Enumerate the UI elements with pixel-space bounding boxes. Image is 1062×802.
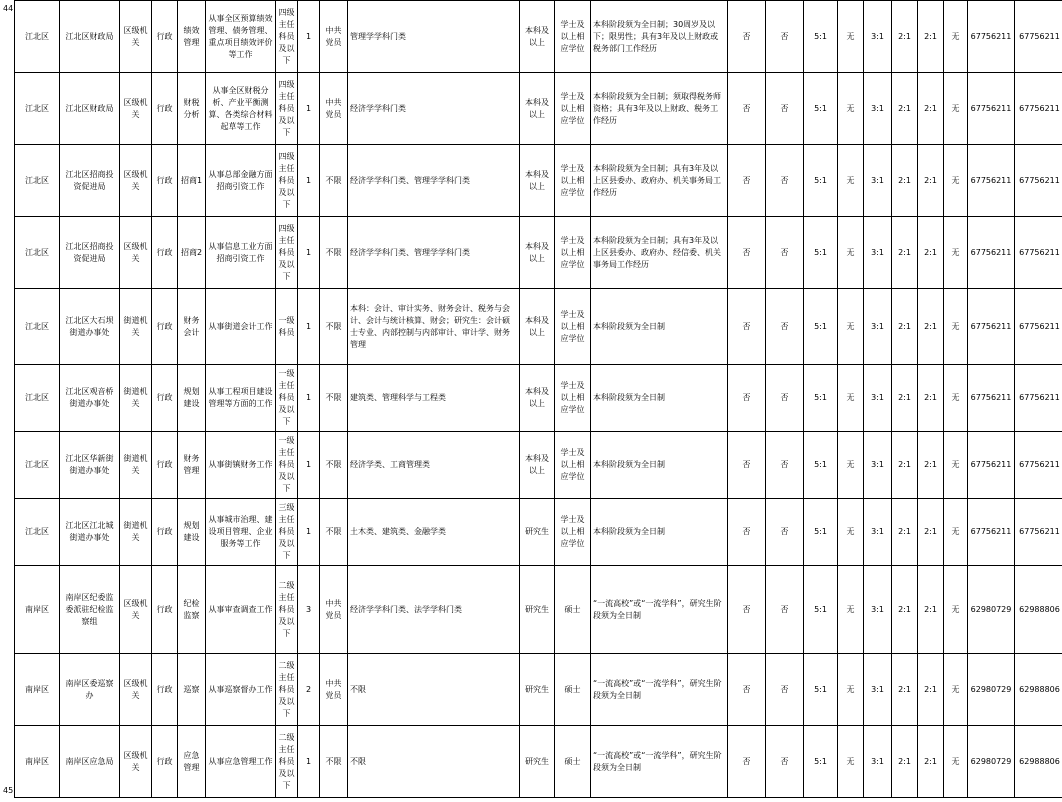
flag-cell: 否 — [766, 365, 804, 432]
category-cell: 行政 — [152, 1, 178, 73]
ratio-cell: 2:1 — [892, 145, 918, 217]
position-cell: 应急管理 — [178, 726, 206, 798]
politics-cell: 不限 — [320, 289, 348, 365]
position-cell: 规划建设 — [178, 499, 206, 566]
flag-cell: 无 — [944, 654, 968, 726]
unit-cell: 江北区江北城街道办事处 — [60, 499, 120, 566]
phone-cell: 62980729 — [968, 654, 1015, 726]
phone-cell: 67756211 — [1015, 432, 1062, 499]
table-row — [15, 73, 1062, 145]
category-cell: 行政 — [152, 289, 178, 365]
ratio-cell: 2:1 — [918, 73, 944, 145]
nature-cell: 街道机关 — [120, 289, 152, 365]
district-cell: 江北区 — [15, 289, 60, 365]
ratio-cell: 3:1 — [864, 499, 892, 566]
phone-cell: 67756211 — [968, 289, 1015, 365]
duties-cell: 从事全区预算绩效管理、债务管理、重点项目绩效评价等工作 — [206, 1, 276, 73]
flag-cell: 否 — [728, 217, 766, 289]
flag-cell: 无 — [838, 726, 864, 798]
duties-cell: 从事审查调查工作 — [206, 566, 276, 654]
requirements-cell: “一流高校”或“一流学科”，研究生阶段须为全日制 — [591, 566, 728, 654]
position-cell: 绩效管理 — [178, 1, 206, 73]
degree-cell: 学士及以上相应学位 — [555, 289, 591, 365]
ratio-cell: 3:1 — [864, 726, 892, 798]
duties-cell: 从事巡察督办工作 — [206, 654, 276, 726]
ratio-cell: 2:1 — [892, 726, 918, 798]
table-row — [15, 145, 1062, 217]
category-cell: 行政 — [152, 654, 178, 726]
district-cell: 江北区 — [15, 365, 60, 432]
education-cell: 本科及以上 — [520, 365, 555, 432]
table-row — [15, 432, 1062, 499]
level-cell: 二级主任科员及以下 — [276, 566, 298, 654]
education-cell: 本科及以上 — [520, 73, 555, 145]
flag-cell: 无 — [944, 289, 968, 365]
major-cell: 经济学学科门类、管理学学科门类 — [348, 145, 520, 217]
nature-cell: 街道机关 — [120, 499, 152, 566]
ratio-cell: 2:1 — [892, 499, 918, 566]
politics-cell: 中共党员 — [320, 73, 348, 145]
ratio-cell: 5:1 — [804, 217, 838, 289]
degree-cell: 学士及以上相应学位 — [555, 217, 591, 289]
flag-cell: 无 — [944, 726, 968, 798]
flag-cell: 无 — [838, 566, 864, 654]
unit-cell: 江北区观音桥街道办事处 — [60, 365, 120, 432]
flag-cell: 无 — [838, 654, 864, 726]
flag-cell: 否 — [766, 1, 804, 73]
flag-cell: 无 — [944, 217, 968, 289]
nature-cell: 区级机关 — [120, 654, 152, 726]
level-cell: 三级主任科员及以下 — [276, 499, 298, 566]
flag-cell: 无 — [838, 1, 864, 73]
ratio-cell: 3:1 — [864, 289, 892, 365]
major-cell: 管理学学科门类 — [348, 1, 520, 73]
degree-cell: 学士及以上相应学位 — [555, 365, 591, 432]
position-cell: 财务会计 — [178, 289, 206, 365]
flag-cell: 否 — [728, 566, 766, 654]
ratio-cell: 2:1 — [892, 1, 918, 73]
flag-cell: 无 — [838, 365, 864, 432]
level-cell: 二级主任科员及以下 — [276, 654, 298, 726]
unit-cell: 江北区大石坝街道办事处 — [60, 289, 120, 365]
requirements-cell: “一流高校”或“一流学科”，研究生阶段须为全日制 — [591, 726, 728, 798]
degree-cell: 学士及以上相应学位 — [555, 145, 591, 217]
duties-cell: 从事街道会计工作 — [206, 289, 276, 365]
flag-cell: 否 — [766, 726, 804, 798]
table-row — [15, 217, 1062, 289]
ratio-cell: 5:1 — [804, 1, 838, 73]
phone-cell: 67756211 — [1015, 73, 1062, 145]
requirements-cell: 本科阶段须为全日制 — [591, 289, 728, 365]
level-cell: 二级主任科员及以下 — [276, 726, 298, 798]
count-cell: 1 — [298, 145, 320, 217]
phone-cell: 67756211 — [968, 365, 1015, 432]
flag-cell: 否 — [766, 73, 804, 145]
district-cell: 南岸区 — [15, 654, 60, 726]
phone-cell: 67756211 — [1015, 499, 1062, 566]
category-cell: 行政 — [152, 145, 178, 217]
recruitment-table — [14, 0, 1062, 798]
ratio-cell: 2:1 — [892, 73, 918, 145]
flag-cell: 无 — [944, 432, 968, 499]
nature-cell: 区级机关 — [120, 145, 152, 217]
major-cell: 经济学类、工商管理类 — [348, 432, 520, 499]
position-cell: 规划建设 — [178, 365, 206, 432]
ratio-cell: 2:1 — [918, 1, 944, 73]
table-row — [15, 289, 1062, 365]
politics-cell: 中共党员 — [320, 566, 348, 654]
ratio-cell: 3:1 — [864, 365, 892, 432]
phone-cell: 67756211 — [1015, 217, 1062, 289]
category-cell: 行政 — [152, 432, 178, 499]
page-number-bottom: 45 — [3, 786, 14, 795]
flag-cell: 否 — [728, 145, 766, 217]
flag-cell: 否 — [728, 654, 766, 726]
district-cell: 江北区 — [15, 145, 60, 217]
position-cell: 招商2 — [178, 217, 206, 289]
table-row — [15, 726, 1062, 798]
table-row — [15, 566, 1062, 654]
ratio-cell: 5:1 — [804, 289, 838, 365]
page-number-top: 44 — [3, 4, 14, 13]
count-cell: 1 — [298, 289, 320, 365]
phone-cell: 67756211 — [968, 1, 1015, 73]
phone-cell: 67756211 — [968, 145, 1015, 217]
ratio-cell: 3:1 — [864, 73, 892, 145]
count-cell: 1 — [298, 365, 320, 432]
category-cell: 行政 — [152, 499, 178, 566]
nature-cell: 区级机关 — [120, 566, 152, 654]
major-cell: 经济学学科门类 — [348, 73, 520, 145]
major-cell: 不限 — [348, 726, 520, 798]
education-cell: 本科及以上 — [520, 432, 555, 499]
degree-cell: 硕士 — [555, 726, 591, 798]
degree-cell: 学士及以上相应学位 — [555, 499, 591, 566]
flag-cell: 否 — [766, 499, 804, 566]
phone-cell: 67756211 — [968, 73, 1015, 145]
requirements-cell: 本科阶段须为全日制；30周岁及以下；限男性；具有3年及以上财政或税务部门工作经历 — [591, 1, 728, 73]
politics-cell: 不限 — [320, 145, 348, 217]
duties-cell: 从事全区财税分析、产业平衡测算、各类综合材料起草等工作 — [206, 73, 276, 145]
category-cell: 行政 — [152, 566, 178, 654]
flag-cell: 无 — [944, 499, 968, 566]
count-cell: 1 — [298, 499, 320, 566]
flag-cell: 否 — [728, 726, 766, 798]
flag-cell: 否 — [728, 1, 766, 73]
flag-cell: 否 — [728, 365, 766, 432]
politics-cell: 不限 — [320, 217, 348, 289]
major-cell: 本科：会计、审计实务、财务会计、税务与会计、会计与统计核算、财会；研究生：会计硕士专业、内部控制与内部审计、审计学、财务管理 — [348, 289, 520, 365]
unit-cell: 南岸区委巡察办 — [60, 654, 120, 726]
phone-cell: 67756211 — [968, 217, 1015, 289]
ratio-cell: 5:1 — [804, 566, 838, 654]
ratio-cell: 5:1 — [804, 73, 838, 145]
level-cell: 一级科员 — [276, 289, 298, 365]
major-cell: 土木类、建筑类、金融学类 — [348, 499, 520, 566]
nature-cell: 区级机关 — [120, 1, 152, 73]
position-cell: 纪检监察 — [178, 566, 206, 654]
ratio-cell: 5:1 — [804, 654, 838, 726]
district-cell: 江北区 — [15, 73, 60, 145]
unit-cell: 江北区招商投资促进局 — [60, 145, 120, 217]
table-row — [15, 654, 1062, 726]
education-cell: 本科及以上 — [520, 217, 555, 289]
education-cell: 本科及以上 — [520, 289, 555, 365]
nature-cell: 区级机关 — [120, 726, 152, 798]
table-row — [15, 1, 1062, 73]
phone-cell: 67756211 — [1015, 289, 1062, 365]
requirements-cell: “一流高校”或“一流学科”，研究生阶段须为全日制 — [591, 654, 728, 726]
flag-cell: 否 — [766, 289, 804, 365]
flag-cell: 无 — [944, 566, 968, 654]
ratio-cell: 2:1 — [918, 217, 944, 289]
count-cell: 2 — [298, 654, 320, 726]
ratio-cell: 3:1 — [864, 217, 892, 289]
duties-cell: 从事总部金融方面招商引资工作 — [206, 145, 276, 217]
count-cell: 1 — [298, 217, 320, 289]
degree-cell: 学士及以上相应学位 — [555, 73, 591, 145]
level-cell: 一级主任科员及以下 — [276, 432, 298, 499]
degree-cell: 硕士 — [555, 654, 591, 726]
phone-cell: 62980729 — [968, 566, 1015, 654]
ratio-cell: 2:1 — [892, 289, 918, 365]
requirements-cell: 本科阶段须为全日制 — [591, 365, 728, 432]
education-cell: 本科及以上 — [520, 1, 555, 73]
phone-cell: 62988806 — [1015, 726, 1062, 798]
table-row — [15, 499, 1062, 566]
flag-cell: 无 — [944, 1, 968, 73]
degree-cell: 硕士 — [555, 566, 591, 654]
level-cell: 四级主任科员及以下 — [276, 73, 298, 145]
district-cell: 南岸区 — [15, 566, 60, 654]
unit-cell: 南岸区应急局 — [60, 726, 120, 798]
education-cell: 研究生 — [520, 499, 555, 566]
flag-cell: 无 — [838, 73, 864, 145]
duties-cell: 从事城市治理、建设项目管理、企业服务等工作 — [206, 499, 276, 566]
ratio-cell: 3:1 — [864, 145, 892, 217]
ratio-cell: 5:1 — [804, 145, 838, 217]
flag-cell: 无 — [838, 145, 864, 217]
degree-cell: 学士及以上相应学位 — [555, 432, 591, 499]
education-cell: 本科及以上 — [520, 145, 555, 217]
level-cell: 四级主任科员及以下 — [276, 145, 298, 217]
district-cell: 江北区 — [15, 499, 60, 566]
category-cell: 行政 — [152, 217, 178, 289]
education-cell: 研究生 — [520, 726, 555, 798]
ratio-cell: 5:1 — [804, 726, 838, 798]
ratio-cell: 2:1 — [892, 432, 918, 499]
position-cell: 财税分析 — [178, 73, 206, 145]
count-cell: 1 — [298, 726, 320, 798]
flag-cell: 否 — [766, 145, 804, 217]
requirements-cell: 本科阶段须为全日制；具有3年及以上区县委办、政府办、经信委、机关事务局工作经历 — [591, 217, 728, 289]
ratio-cell: 2:1 — [892, 217, 918, 289]
flag-cell: 无 — [838, 217, 864, 289]
major-cell: 经济学学科门类、法学学科门类 — [348, 566, 520, 654]
education-cell: 研究生 — [520, 566, 555, 654]
education-cell: 研究生 — [520, 654, 555, 726]
nature-cell: 街道机关 — [120, 365, 152, 432]
flag-cell: 无 — [838, 432, 864, 499]
ratio-cell: 2:1 — [918, 726, 944, 798]
ratio-cell: 2:1 — [892, 365, 918, 432]
duties-cell: 从事街镇财务工作 — [206, 432, 276, 499]
major-cell: 建筑类、管理科学与工程类 — [348, 365, 520, 432]
flag-cell: 否 — [766, 566, 804, 654]
ratio-cell: 2:1 — [918, 432, 944, 499]
flag-cell: 无 — [944, 73, 968, 145]
politics-cell: 不限 — [320, 499, 348, 566]
phone-cell: 62988806 — [1015, 566, 1062, 654]
phone-cell: 62988806 — [1015, 654, 1062, 726]
flag-cell: 否 — [728, 432, 766, 499]
flag-cell: 无 — [944, 365, 968, 432]
requirements-cell: 本科阶段须为全日制；须取得税务师资格；具有3年及以上财政、税务工作经历 — [591, 73, 728, 145]
category-cell: 行政 — [152, 726, 178, 798]
flag-cell: 无 — [944, 145, 968, 217]
unit-cell: 江北区财政局 — [60, 1, 120, 73]
district-cell: 江北区 — [15, 432, 60, 499]
ratio-cell: 3:1 — [864, 566, 892, 654]
level-cell: 一级主任科员及以下 — [276, 365, 298, 432]
unit-cell: 江北区华新街街道办事处 — [60, 432, 120, 499]
degree-cell: 学士及以上相应学位 — [555, 1, 591, 73]
level-cell: 四级主任科员及以下 — [276, 1, 298, 73]
politics-cell: 中共党员 — [320, 654, 348, 726]
count-cell: 1 — [298, 432, 320, 499]
nature-cell: 区级机关 — [120, 217, 152, 289]
politics-cell: 不限 — [320, 432, 348, 499]
unit-cell: 南岸区纪委监委派驻纪检监察组 — [60, 566, 120, 654]
duties-cell: 从事应急管理工作 — [206, 726, 276, 798]
phone-cell: 67756211 — [1015, 1, 1062, 73]
category-cell: 行政 — [152, 73, 178, 145]
major-cell: 经济学学科门类、管理学学科门类 — [348, 217, 520, 289]
requirements-cell: 本科阶段须为全日制 — [591, 499, 728, 566]
count-cell: 3 — [298, 566, 320, 654]
nature-cell: 街道机关 — [120, 432, 152, 499]
flag-cell: 无 — [838, 499, 864, 566]
district-cell: 江北区 — [15, 1, 60, 73]
politics-cell: 不限 — [320, 726, 348, 798]
unit-cell: 江北区财政局 — [60, 73, 120, 145]
duties-cell: 从事工程项目建设管理等方面的工作 — [206, 365, 276, 432]
ratio-cell: 2:1 — [892, 654, 918, 726]
ratio-cell: 5:1 — [804, 499, 838, 566]
duties-cell: 从事信息工业方面招商引资工作 — [206, 217, 276, 289]
flag-cell: 否 — [728, 289, 766, 365]
ratio-cell: 3:1 — [864, 1, 892, 73]
phone-cell: 62980729 — [968, 726, 1015, 798]
count-cell: 1 — [298, 73, 320, 145]
phone-cell: 67756211 — [968, 432, 1015, 499]
flag-cell: 否 — [766, 217, 804, 289]
ratio-cell: 3:1 — [864, 432, 892, 499]
flag-cell: 否 — [766, 654, 804, 726]
phone-cell: 67756211 — [1015, 365, 1062, 432]
unit-cell: 江北区招商投资促进局 — [60, 217, 120, 289]
district-cell: 南岸区 — [15, 726, 60, 798]
count-cell: 1 — [298, 1, 320, 73]
major-cell: 不限 — [348, 654, 520, 726]
position-cell: 财务管理 — [178, 432, 206, 499]
requirements-cell: 本科阶段须为全日制 — [591, 432, 728, 499]
ratio-cell: 2:1 — [918, 289, 944, 365]
flag-cell: 否 — [766, 432, 804, 499]
ratio-cell: 2:1 — [918, 499, 944, 566]
ratio-cell: 2:1 — [918, 566, 944, 654]
ratio-cell: 5:1 — [804, 432, 838, 499]
flag-cell: 无 — [838, 289, 864, 365]
ratio-cell: 2:1 — [918, 365, 944, 432]
flag-cell: 否 — [728, 73, 766, 145]
phone-cell: 67756211 — [1015, 145, 1062, 217]
phone-cell: 67756211 — [968, 499, 1015, 566]
ratio-cell: 2:1 — [892, 566, 918, 654]
ratio-cell: 3:1 — [864, 654, 892, 726]
district-cell: 江北区 — [15, 217, 60, 289]
politics-cell: 中共党员 — [320, 1, 348, 73]
nature-cell: 区级机关 — [120, 73, 152, 145]
flag-cell: 否 — [728, 499, 766, 566]
position-cell: 巡察 — [178, 654, 206, 726]
position-cell: 招商1 — [178, 145, 206, 217]
category-cell: 行政 — [152, 365, 178, 432]
level-cell: 四级主任科员及以下 — [276, 217, 298, 289]
ratio-cell: 5:1 — [804, 365, 838, 432]
politics-cell: 不限 — [320, 365, 348, 432]
requirements-cell: 本科阶段须为全日制；具有3年及以上区县委办、政府办、机关事务局工作经历 — [591, 145, 728, 217]
ratio-cell: 2:1 — [918, 654, 944, 726]
table-row — [15, 365, 1062, 432]
ratio-cell: 2:1 — [918, 145, 944, 217]
